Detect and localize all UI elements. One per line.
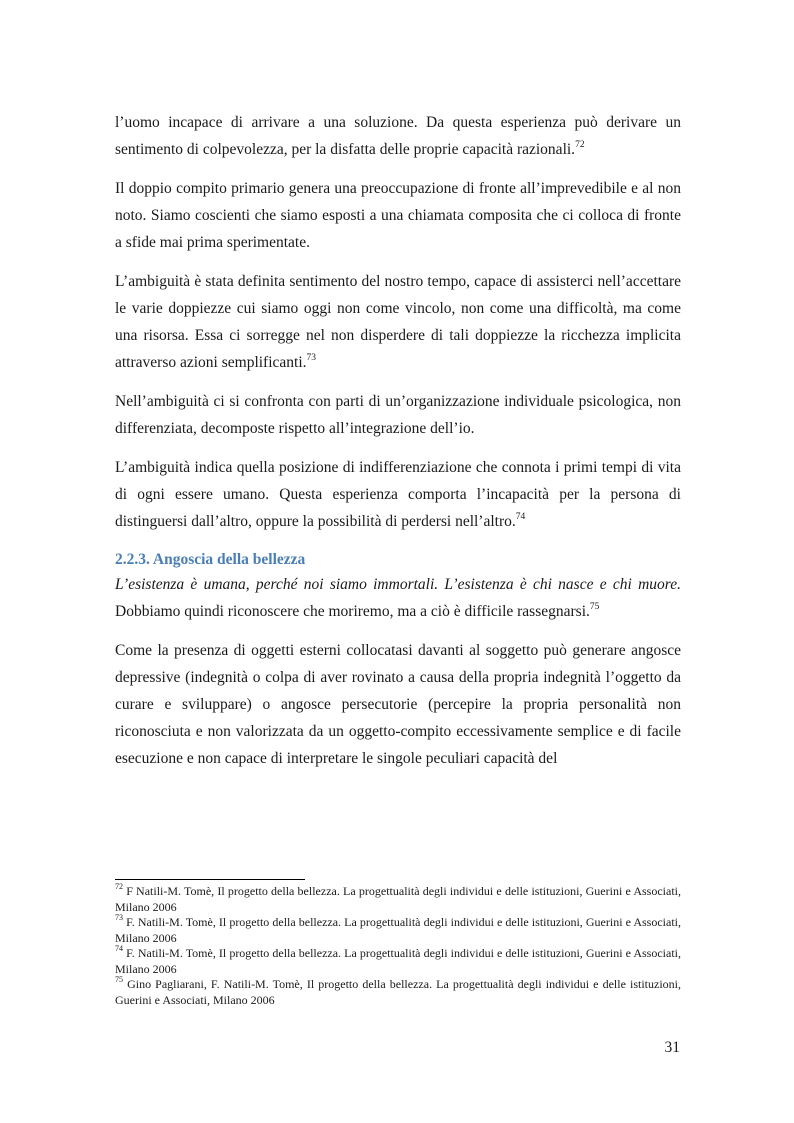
footnote-ref-72[interactable]: 72 — [575, 139, 585, 150]
footnote-74: $^{74}$ F. Natili-M. Tomè, Il progetto della bellezza. La progettualità degli individui e delle istituzioni, Guerini e Associati, Milano 2006 — [115, 944, 681, 976]
quote-italic: L’esistenza è umana, perché noi siamo immortali. L’esistenza è chi nasce e chi muore. — [115, 576, 681, 593]
footnote-divider — [115, 879, 305, 880]
footnote-ref-75[interactable]: 75 — [589, 601, 600, 612]
footnote-75: $^{75}$ Gino Pagliarani, F. Natili-M. Tomè, Il progetto della bellezza. La progettualità degli individui e delle istituzioni, Guerini e Associati, Milano 2006 — [115, 975, 681, 1007]
footnote-73: $^{73}$ F. Natili-M. Tomè, Il progetto della bellezza. La progettualità degli individui e delle istituzioni, Guerini e Associati, Milano 2006 — [115, 913, 681, 945]
paragraph-2: Il doppio compito primario genera una preoccupazione di fronte all’imprevedibile e al non noto. Siamo coscienti che siamo esposti a una chiamata composita che ci colloca di fronte a sfide mai prima sperimentate. — [115, 180, 681, 251]
paragraph-1: l’uomo incapace di arrivare a una soluzione. Da questa esperienza può derivare un sentimento di colpevolezza, per la disfatta delle proprie capacità razionali.$^{72}$ — [115, 114, 681, 158]
page-number: 31 — [664, 1039, 680, 1056]
paragraph-3: L’ambiguità è stata definita sentimento del nostro tempo, capace di assisterci nell’accettare le varie doppiezze cui siamo oggi non come vincolo, non come una difficoltà, ma come una risorsa. Essa ci sorregge nel non disperdere di tali doppiezze la ricchezza implicita attraverso azioni semplificanti.$^{73}$ — [115, 273, 681, 371]
footnotes — [115, 884, 681, 1008]
paragraph-4: Nell’ambiguità ci si confronta con parti di un’organizzazione individuale psicologica, non differenziata, decomposte rispetto all’integrazione dell’io. — [115, 393, 681, 437]
paragraph-6: Come la presenza di oggetti esterni collocatasi davanti al soggetto può generare angosce depressive (indegnità o colpa di aver rovinato a causa della propria indegnità l’oggetto da curare e sviluppare) o angosce persecutorie (percepire la propria personalità non riconosciuta e non valorizzata da un oggetto-compito eccessivamente semplice e di facile esecuzione e non capace di interpretare le singole peculiari capacità del — [115, 642, 681, 767]
footnote-ref-73[interactable]: 73 — [306, 352, 317, 363]
epigraph-quote — [115, 571, 681, 625]
quote-plain: Dobbiamo quindi riconoscere che moriremo, ma a ciò è difficile rassegnarsi. — [115, 603, 590, 620]
paragraph-5: L’ambiguità indica quella posizione di indifferenziazione che connota i primi tempi di vita di ogni essere umano. Questa esperienza comporta l’incapacità per la persona di distinguersi dall’altro, oppure la possibilità di perdersi nell’altro.$^{74}$ — [115, 459, 681, 530]
section-heading: 2.2.3. Angoscia della bellezza — [115, 551, 306, 568]
footnote-ref-74[interactable]: 74 — [515, 511, 526, 522]
body-text — [115, 109, 681, 784]
footnote-72: $^{72}$ F Natili-M. Tomè, Il progetto della bellezza. La progettualità degli individui e delle istituzioni, Guerini e Associati, Milano 2006 — [115, 882, 681, 914]
